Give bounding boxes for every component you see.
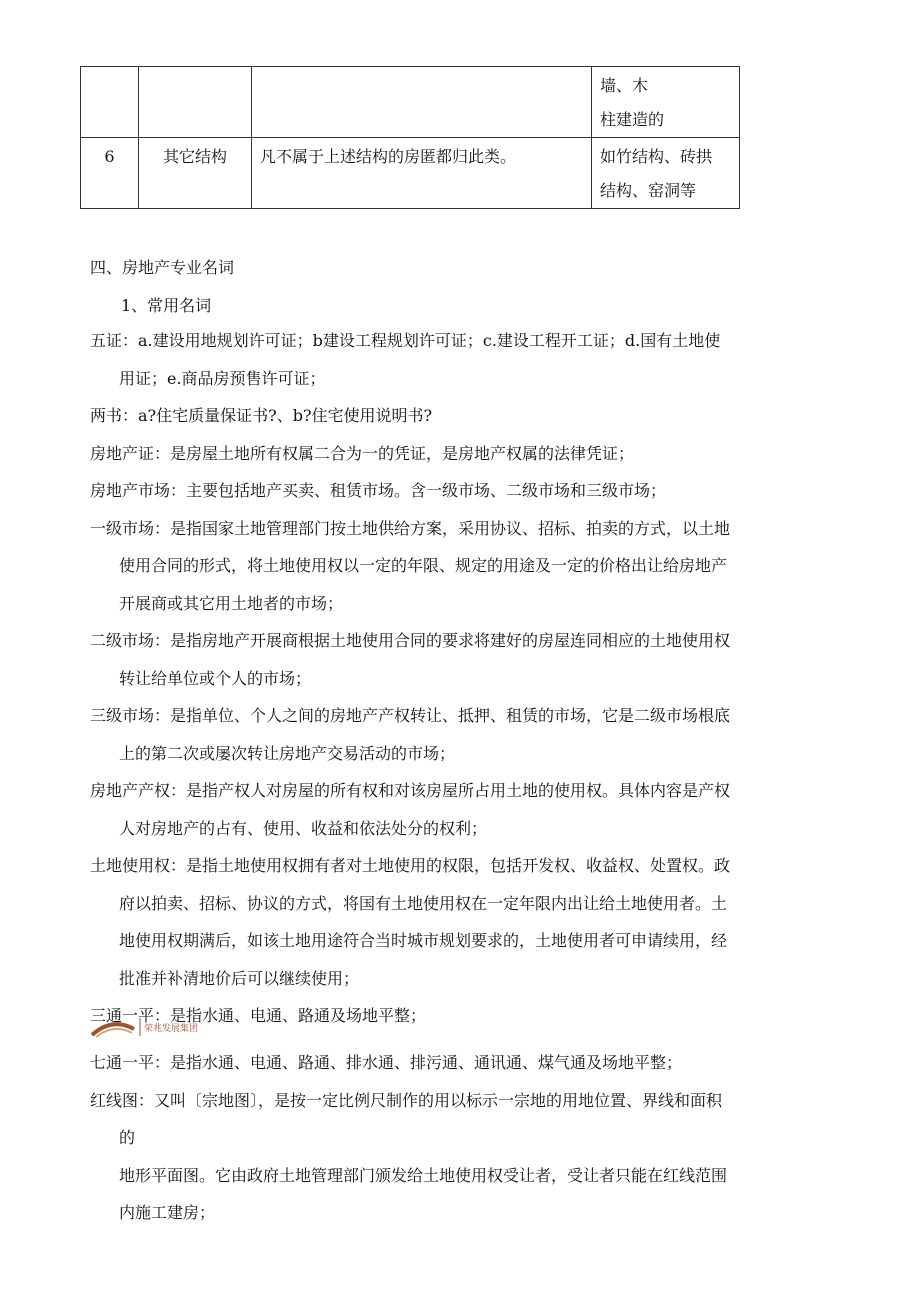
paragraph-line: 使用合同的形式，将土地使用权以一定的年限、规定的用途及一定的价格出让给房地产 (119, 556, 728, 575)
cell-num (81, 67, 139, 138)
definition-paragraph (90, 510, 830, 623)
definition-paragraph (90, 697, 830, 772)
definition-paragraph (90, 772, 830, 847)
paragraph-line: 两书：a?住宅质量保证书?、b?住宅使用说明书? (90, 406, 433, 425)
cell-example-line: 柱建造的 (600, 110, 665, 129)
section-title: 四、房地产专业名词 (90, 258, 235, 277)
cell-name: 其它结构 (139, 138, 252, 209)
definition-paragraph (90, 1082, 830, 1232)
company-logo (90, 1015, 210, 1039)
paragraph-line: 房地产产权：是指产权人对房屋的所有权和对该房屋所占用土地的使用权。具体内容是产权 (90, 781, 731, 800)
definitions-block (90, 322, 830, 1035)
paragraph-line: 土地使用权：是指土地使用权拥有者对土地使用的权限，包括开发权、收益权、处置权。政 (90, 856, 731, 875)
paragraph-line: 上的第二次或屡次转让房地产交易活动的市场； (119, 743, 456, 763)
logo-text: 荣兆发展集团 (144, 1024, 199, 1034)
paragraph-line: 红线图：又叫〔宗地图〕，是按一定比例尺制作的用以标示一宗地的用地位置、界线和面积 (90, 1090, 723, 1110)
definition-paragraph (90, 435, 830, 473)
paragraph-line: 的 (119, 1128, 136, 1147)
paragraph-line: 三级市场：是指单位、个人之间的房地产产权转让、抵押、租赁的市场，它是二级市场根底 (90, 706, 731, 725)
definition-paragraph (90, 397, 830, 435)
paragraph-line: 批准并补清地价后可以继续使用； (119, 968, 360, 988)
cell-example-line: 结构、窑洞等 (600, 181, 697, 200)
paragraph-line: 转让给单位或个人的市场； (119, 668, 312, 688)
paragraph-line: 府以拍卖、招标、协议的方式，将国有土地使用权在一定年限内出让给土地使用者。土 (119, 893, 728, 913)
cell-example (592, 67, 740, 138)
definition-paragraph (90, 847, 830, 997)
paragraph-line: 五证：a.建设用地规划许可证；b建设工程规划许可证；c.建设工程开工证；d.国有土地使 (90, 331, 721, 350)
paragraph-line: 房地产市场：主要包括地产买卖、租赁市场。含一级市场、二级市场和三级市场； (90, 481, 667, 500)
definitions-block-2 (90, 1044, 830, 1232)
cell-desc: 凡不属于上述结构的房匿都归此类。 (252, 138, 592, 209)
paragraph-line: 七通一平：是指水通、电通、路通、排水通、排污通、通讯通、煤气通及场地平整； (90, 1053, 683, 1072)
cell-num: 6 (81, 138, 139, 209)
paragraph-line: 房地产证：是房屋土地所有权属二合为一的凭证，是房地产权属的法律凭证； (90, 443, 635, 463)
paragraph-line: 人对房地产的占有、使用、收益和依法处分的权利； (119, 818, 488, 838)
paragraph-line: 用证；e.商品房预售许可证； (119, 368, 326, 388)
paragraph-line: 地形平面图。它由政府土地管理部门颁发给土地使用权受让者，受让者只能在红线范围 (119, 1165, 728, 1185)
table-row (81, 138, 740, 209)
paragraph-line: 一级市场：是指国家土地管理部门按土地供给方案，采用协议、招标、拍卖的方式，以土地 (90, 518, 731, 538)
cell-example-line: 如竹结构、砖拱 (600, 147, 713, 166)
cell-desc (252, 67, 592, 138)
definition-paragraph (90, 322, 830, 397)
paragraph-line: 内施工建房； (119, 1203, 216, 1222)
cell-name (139, 67, 252, 138)
definition-paragraph (90, 1044, 830, 1082)
paragraph-line: 地使用权期满后，如该土地用途符合当时城市规划要求的，土地使用者可申请续用，经 (119, 931, 728, 950)
cell-example-line: 墙、木 (600, 76, 649, 95)
structure-table (80, 66, 740, 209)
paragraph-line: 二级市场：是指房地产开展商根据土地使用合同的要求将建好的房屋连同相应的土地使用权 (90, 631, 731, 650)
paragraph-line: 三通一平：是指水通、电通、路通及场地平整； (90, 1006, 427, 1025)
definition-paragraph (90, 622, 830, 697)
cell-example (592, 138, 740, 209)
definition-paragraph (90, 472, 830, 510)
table-row (81, 67, 740, 138)
subsection-title: 1、常用名词 (121, 296, 212, 315)
paragraph-line: 开展商或其它用土地者的市场； (119, 593, 344, 613)
